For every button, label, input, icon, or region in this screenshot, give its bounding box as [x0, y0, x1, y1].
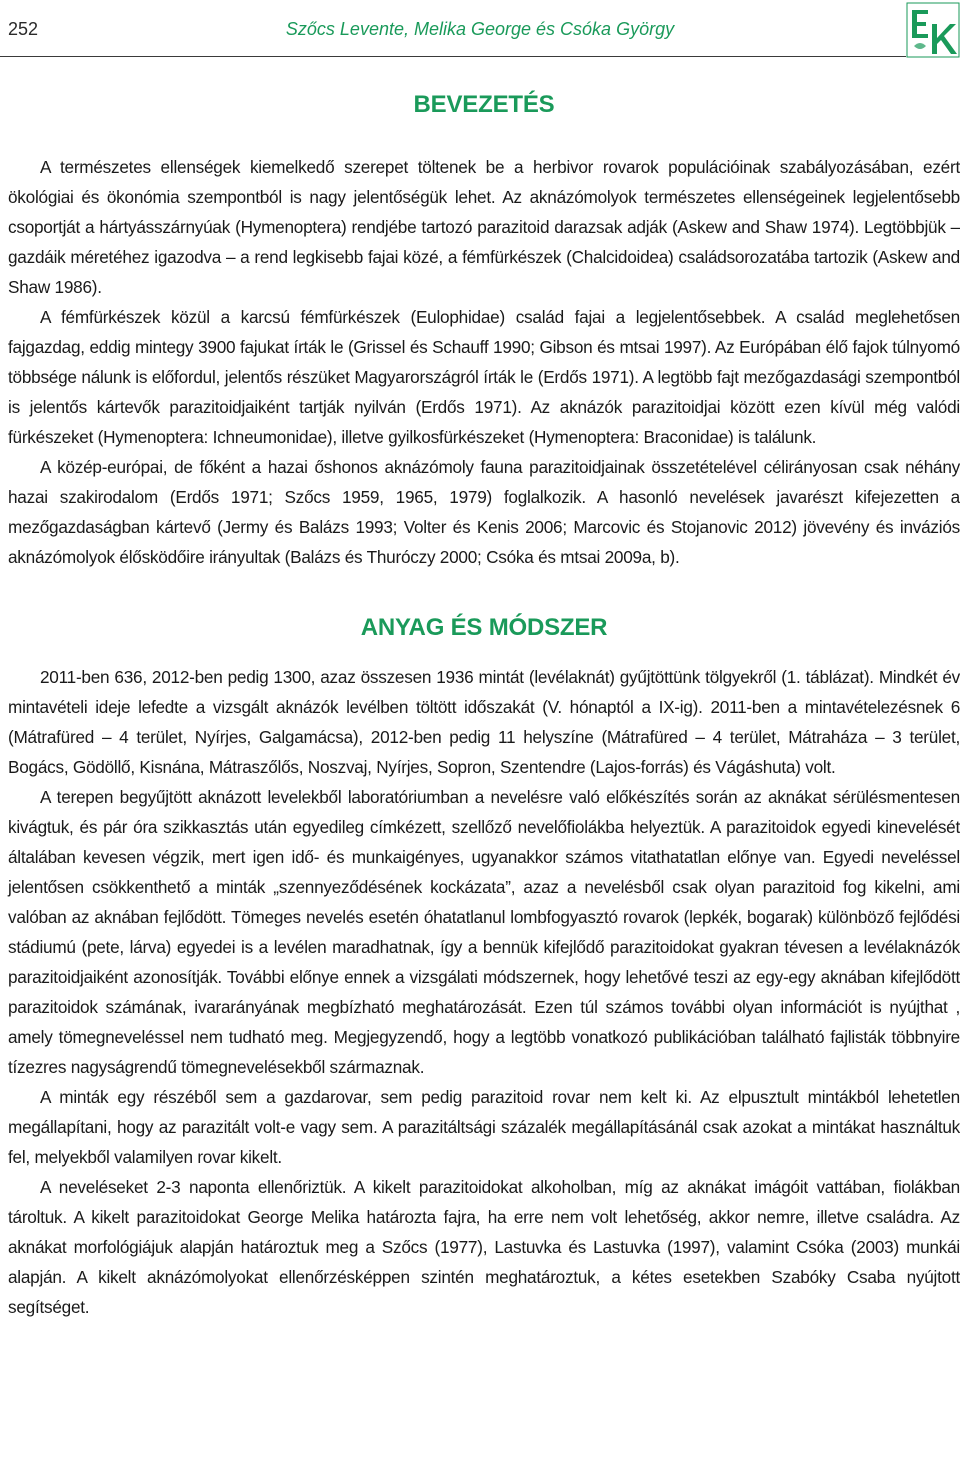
paragraph: A neveléseket 2-3 naponta ellenőriztük. A kikelt parazitoidokat alkoholban, míg az aknákat imágóit vattában, fiolákban tároltuk. A kikelt parazitoidokat George Melika határozta fajra, ha erre nem volt lehetőség, akkor nemre, illetve családra. Az aknákat morfológiájuk alapján határoztuk meg a Szőcs (1977), Lastuvka és Lastuvka (1997), valamint Csóka (2003) munkái alapján. A kikelt aknázómolyokat ellenőrzésképpen szintén meghatároztuk, a kétes esetekben Szabóky Csaba nyújtott segítséget.: [8, 1177, 960, 1317]
paragraph: A fémfürkészek közül a karcsú fémfürkészek (Eulophidae) család fajai a legjelentősebbek. A család meglehetősen fajgazdag, eddig mintegy 3900 fajukat írták le (Grissel és Schauff 1990; Gibson és mtsai 1997). Az Európában élő fajok túlnyomó többsége nálunk is előfordul, jelentős részüket Magyarországról írták le (Erdős 1971). A legtöbb fajt mezőgazdasági szempontból is jelentős kártevők parazitoidjaiként tartják nyilván (Erdős 1971). Az aknázók parazitoidjai között ezen kívül még valódi fürkészeket (Hymenoptera: Ichneumonidae), illetve gyilkosfürkészeket (Hymenoptera: Braconidae) is találunk.: [8, 307, 960, 447]
header-rule: [0, 56, 906, 57]
section-title-introduction: BEVEZETÉS: [413, 91, 555, 118]
page-header: [0, 0, 960, 60]
paragraph: A minták egy részéből sem a gazdarovar, sem pedig parazitoid rovar nem kelt ki. Az elpusztult mintákból lehetetlen megállapítani, hogy az parazitált volt-e vagy sem. A parazitáltsági százalék megállapításánál csak azokat a mintákat használtuk fel, melyekből valamilyen rovar kikelt.: [8, 1087, 960, 1167]
paragraph: 2011-ben 636, 2012-ben pedig 1300, azaz összesen 1936 mintát (levélaknát) gyűjtöttünk tölgyekről (1. táblázat). Mindkét év mintavételi ideje lefedte a vizsgált aknázók levélben töltött időszakát (V. hónaptól a IX-ig). 2011-ben a mintavételezésnek 6 (Mátrafüred – 4 terület, Nyírjes, Galgamácsa), 2012-ben pedig 11 helyszíne (Mátrafüred – 4 terület, Mátraháza – 3 terület, Bogács, Gödöllő, Kisnána, Mátraszőlős, Noszvaj, Nyírjes, Sopron, Szentendre (Lajos-forrás) és Vágáshuta) volt.: [8, 667, 960, 777]
article-body: [8, 84, 960, 1322]
paragraph: A természetes ellenségek kiemelkedő szerepet töltenek be a herbivor rovarok populációinak szabályozásában, ezért ökológiai és ökonómia szempontból is nagy jelentőségük lehet. Az aknázómolyok természetes ellenségeinek legjelentősebb csoportját a hártyásszárnyúak (Hymenoptera) rendjébe tartozó parazitoid darazsak adják (Askew and Shaw 1974). Legtöbbjük – gazdáik méretéhez igazodva – a rend legkisebb fajai közé, a fémfürkészek (Chalcidoidea) családsorozatába tartozik (Askew and Shaw 1986).: [8, 157, 960, 297]
section-title-methods: ANYAG ÉS MÓDSZER: [360, 614, 608, 641]
page-number: 252: [8, 19, 39, 39]
running-head-authors: Szőcs Levente, Melika George és Csóka György: [285, 19, 675, 39]
paragraph: A közép-európai, de főként a hazai őshonos aknázómoly fauna parazitoidjainak összetételével célirányosan csak néhány hazai szakirodalom (Erdős 1971; Szőcs 1959, 1965, 1979) foglalkozik. A hasonló nevelések javarészt kifejezetten a mezőgazdaságban kártevő (Jermy és Balázs 1993; Volter és Kenis 2006; Marcovic és Stojanovic 2012) jövevény és inváziós aknázómolyok élősködőire irányultak (Balázs és Thuróczy 2000; Csóka és mtsai 2009a, b).: [8, 457, 960, 567]
paragraph: A terepen begyűjtött aknázott levelekből laboratóriumban a nevelésre való előkészítés során az aknákat sérülésmentesen kivágtuk, és pár óra szikkasztás után egyedileg címkézett, szellőző nevelőfiolákba helyeztük. A parazitoidok egyedi kinevelését általában kevesen végzik, mert igen idő- és munkaigényes, ugyanakkor számos vitathatatlan előnye van. Egyedi neveléssel jelentősen csökkenthető a minták „szennyeződésének kockázata”, azaz a nevelésből csak olyan parazitoid fog kikelni, ami valóban az aknában fejlődött. Tömeges nevelés esetén óhatatlanul lombfogyasztó rovarok (lepkék, bogarak) különböző fejlődési stádiumú (pete, lárva) egyedei is a levélen maradhatnak, így a bennük kifejlődő parazitoidokat gyakran tévesen a levélaknázók parazitoidjaiként azonosítják. További előnye ennek a vizsgálati módszernek, hogy lehetővé teszi az egy-egy aknában kifejlődött parazitoidok számának, ivararányának megbízható meghatározását. Ezen túl számos további olyan információt is nyújthat , amely tömegneveléssel nem tudható meg. Megjegyzendő, hogy a legtöbb vonatkozó publikációban található fajlisták többnyire tízezres nagyságrendű tömegnevelésekből származnak.: [8, 787, 960, 1077]
journal-logo-icon: [906, 2, 960, 58]
